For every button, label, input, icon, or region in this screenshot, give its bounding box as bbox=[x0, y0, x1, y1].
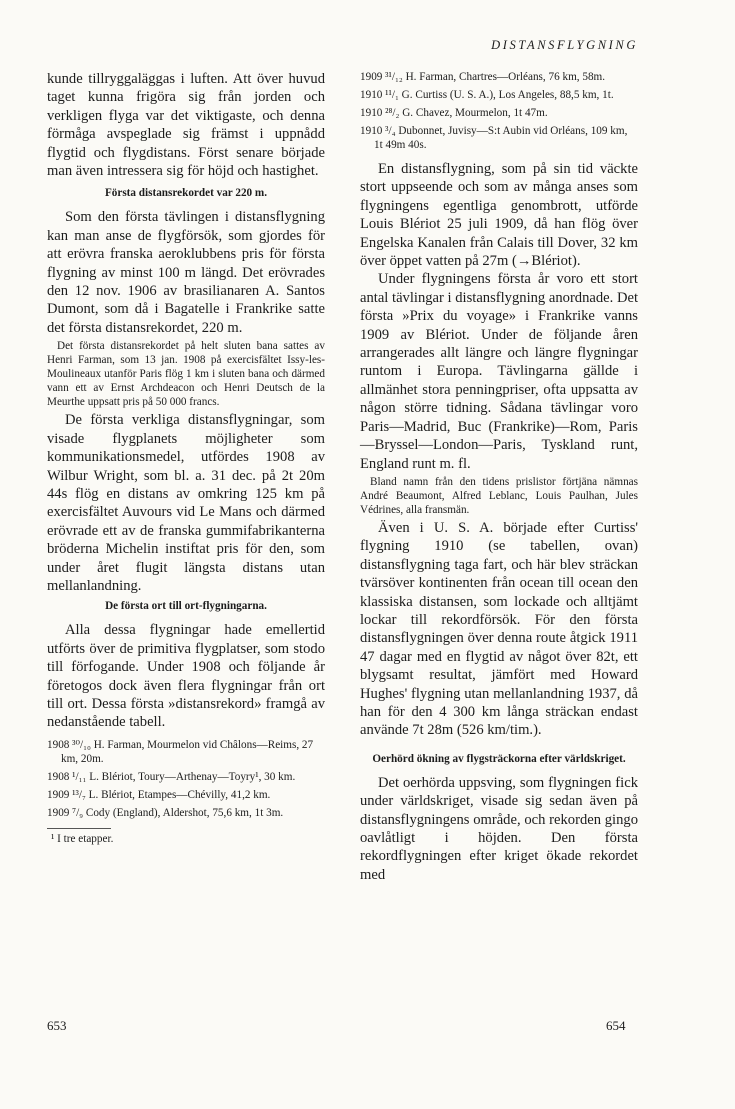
section-heading: Oerhörd ökning av flygsträckorna efter världskriget. bbox=[372, 752, 626, 765]
record-entry: 1909 ¹³/₇ L. Blériot, Etampes—Chévilly, 41,2 km. bbox=[47, 788, 271, 801]
paragraph: Alla dessa flygningar hade emellertid utförts över de primitiva flygplatser, som stodo till förfogande. Under 1908 och följande år företogos dock även flera flygningar från ort till ort. Dessa första »distansrekord» framgå av nedanstående tabell. bbox=[47, 622, 325, 731]
small-print-paragraph: Bland namn från den tidens prislistor förtjäna nämnas André Beaumont, Alfred Leblanc, Louis Paulhan, Jules Védrines, alla fransmän. bbox=[360, 475, 638, 516]
paragraph: Som den första tävlingen i distansflygning kan man anse de flygförsök, som gjordes för att erövra franska aeroklubbens pris för första flygning av minst 100 m längd. Det erövrades den 12 nov. 1906 av brasilianaren A. Santos Dumont, som då i Bagatelle i Frankrike satte det första distansrekordet, 220 m. bbox=[47, 209, 325, 336]
right-column bbox=[360, 70, 638, 884]
page-number-right: 654 bbox=[606, 1018, 626, 1033]
paragraph: kunde tillryggaläggas i luften. Att över huvud taget kunna frigöra sig från jorden och verkligen flyga var det viktigaste, och denna förmåga avspeglade sig främst i uppnådd flygtid och flygdistans. Först senare började man även intressera sig för höjd och hastighet. bbox=[47, 71, 325, 180]
record-entry: 1908 ³⁰/₁₀ H. Farman, Mourmelon vid Châlons—Reims, 27 km, 20m. bbox=[47, 738, 314, 765]
paragraph: En distansflygning, som på sin tid väckte stort uppseende och som av många anses som flygningens egentliga genombrott, utförde Louis Blériot 25 juli 1909, då han flög över Engelska Kanalen från Calais till Dover, 32 km över öppet vatten på 27m (→Blériot). bbox=[360, 161, 638, 270]
paragraph: Det oerhörda uppsving, som flygningen fick under världskriget, visade sig sedan även på distansflygningens område, och rekorden gingo oavlåtligt i höjden. Den första rekordflygningen efter kriget ökade rekordet med bbox=[360, 774, 638, 883]
record-entry: 1908 ¹/₁₁ L. Blériot, Toury—Arthenay—Toyry¹, 30 km. bbox=[47, 770, 296, 783]
running-header: DISTANSFLYGNING bbox=[491, 38, 638, 52]
page-number-left: 653 bbox=[47, 1018, 67, 1033]
section-heading: Första distansrekordet var 220 m. bbox=[104, 187, 268, 200]
record-entry: 1910 ²⁸/₂ G. Chavez, Mourmelon, 1t 47m. bbox=[360, 107, 548, 119]
small-print-paragraph: Det första distansrekordet på helt sluten bana sattes av Henri Farman, som 13 jan. 1908 på exercisfältet Issy-les-Moulineaux utanför Paris flög 1 km i sluten bana och därmed vann ett av Ernst Archdeacon och Henri Deutsch de la Meurthe uppsatt pris på 50 000 francs. bbox=[47, 340, 325, 409]
left-column bbox=[47, 70, 325, 845]
record-entry: 1909 ⁷/₉ Cody (England), Aldershot, 75,6 km, 1t 3m. bbox=[47, 806, 284, 819]
paragraph: Under flygningens första år voro ett stort antal tävlingar i distansflygning anordnade. Det första »Prix du voyage» i Frankrike vanns 1909 av Blériot. Under de följande åren arrangerades allt längre och längre flygningar runtom i Europa. Tävlingarna gällde i allmänhet stora penningpriser, ofta uppsatta av någon större tidning. Sådana tävlingar voro Paris—Madrid, Buc (Frankrike)—Rom, Paris—Bryssel—London—Paris, Tyskland runt, England runt m. fl. bbox=[360, 271, 639, 472]
paragraph: De första verkliga distansflygningar, som visade flygplanets möjligheter som kommunikationsmedel, utfördes 1908 av Wilbur Wright, som bl. a. 31 dec. på 2t 20m 44s flög en distans av omkring 125 km på exercisfältet Auvours vid Le Mans och därmed erövrade ett av de franska gummifabrikanterna bröderna Michelin instiftat pris för den, som under året flugit längsta distans utan mellanlandning. bbox=[47, 412, 325, 594]
record-entry: 1910 ¹¹/₁ G. Curtiss (U. S. A.), Los Angeles, 88,5 km, 1t. bbox=[360, 89, 614, 101]
paragraph: Även i U. S. A. började efter Curtiss' flygning 1910 (se tabellen, ovan) distansflygning taga fart, och här blev sträckan tvärsöver kontinenten från ocean till ocean den klassiska distansen, som lockade och alltjämt lockar till rekordförsök. För den första distansflygningen över denna route åtgick 1911 47 dagar med en flygtid av något över 82t, ett blygsamt resultat, jämfört med Howard Hughes' flygning utan mellanlandning 1937, då han för den 4 300 km långa sträckan endast använde 7t 28m (526 km/tim.). bbox=[360, 519, 638, 739]
record-entry: 1909 ³¹/₁₂ H. Farman, Chartres—Orléans, 76 km, 58m. bbox=[360, 71, 606, 83]
record-entry: 1910 ³/₄ Dubonnet, Juvisy—S:t Aubin vid Orléans, 109 km, 1t 49m 40s. bbox=[360, 125, 628, 151]
section-heading: De första ort till ort-flygningarna. bbox=[105, 600, 267, 613]
footnote: ¹ I tre etapper. bbox=[47, 828, 111, 845]
